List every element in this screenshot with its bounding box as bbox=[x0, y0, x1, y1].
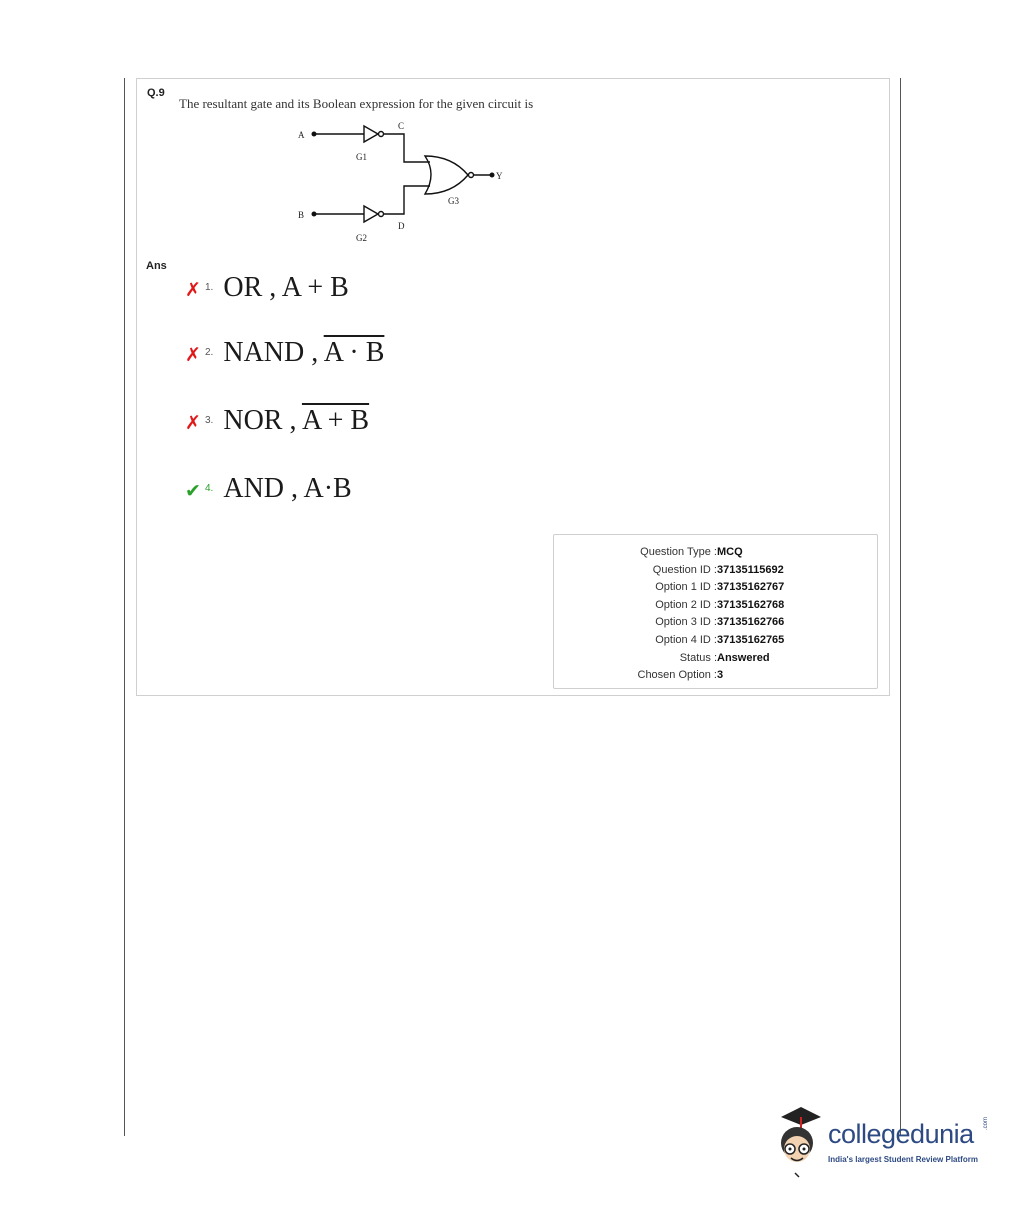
meta-value: 37135162766 bbox=[717, 616, 785, 629]
label-d: D bbox=[398, 221, 405, 231]
label-a: A bbox=[298, 130, 305, 140]
meta-value: 37135115692 bbox=[717, 563, 784, 576]
meta-row-question-type bbox=[554, 544, 877, 562]
left-margin-line bbox=[124, 78, 125, 1136]
option-gate-name: NOR , bbox=[223, 405, 297, 436]
option-text bbox=[223, 337, 384, 369]
option-gate-name: AND , bbox=[223, 473, 299, 504]
option-2 bbox=[185, 337, 384, 369]
meta-row-option-2-id bbox=[554, 597, 877, 615]
meta-row-question-id bbox=[554, 562, 877, 580]
option-1 bbox=[185, 272, 349, 304]
meta-label: Option 4 ID : bbox=[655, 633, 717, 646]
label-c: C bbox=[398, 121, 405, 131]
wire-d bbox=[384, 186, 431, 214]
question-number: Q.9 bbox=[147, 87, 165, 99]
logic-circuit-diagram bbox=[280, 118, 520, 248]
label-b: B bbox=[298, 210, 305, 220]
meta-value: Answered bbox=[717, 651, 770, 664]
meta-label: Status : bbox=[679, 651, 717, 664]
output-y-node bbox=[490, 173, 495, 178]
meta-value: 37135162767 bbox=[717, 581, 785, 594]
meta-label: Option 1 ID : bbox=[655, 581, 717, 594]
label-g3: G3 bbox=[448, 196, 459, 206]
option-expression: A·B bbox=[303, 473, 352, 504]
meta-row-option-4-id bbox=[554, 632, 877, 650]
meta-label: Option 3 ID : bbox=[655, 616, 717, 629]
option-3 bbox=[185, 405, 369, 437]
logo-dot-com: .com bbox=[983, 1116, 989, 1130]
answer-label: Ans bbox=[146, 260, 167, 272]
meta-label: Question ID : bbox=[652, 563, 717, 576]
meta-label: Question Type : bbox=[640, 546, 717, 558]
meta-row-status bbox=[554, 650, 877, 668]
right-margin-line bbox=[900, 78, 901, 1136]
nor-bubble-g3 bbox=[469, 173, 474, 178]
option-text bbox=[223, 272, 349, 304]
question-meta-box bbox=[553, 534, 878, 689]
meta-value: 37135162768 bbox=[717, 598, 785, 611]
logo-tagline: India's largest Student Review Platform bbox=[828, 1155, 978, 1164]
option-expression: A · B bbox=[323, 337, 385, 368]
option-4 bbox=[185, 473, 352, 505]
meta-row-option-3-id bbox=[554, 614, 877, 632]
label-y: Y bbox=[496, 171, 503, 181]
option-number: 3. bbox=[205, 415, 214, 426]
meta-value: 37135162765 bbox=[717, 633, 785, 646]
input-b-node bbox=[312, 212, 317, 217]
option-expression: A + B bbox=[281, 272, 349, 303]
meta-row-option-1-id bbox=[554, 579, 877, 597]
meta-label: Chosen Option : bbox=[637, 669, 717, 682]
not-gate-g1 bbox=[364, 126, 378, 142]
checkmark-icon: ✔ bbox=[185, 481, 201, 502]
option-text bbox=[223, 473, 351, 505]
input-a-node bbox=[312, 132, 317, 137]
option-gate-name: OR , bbox=[223, 272, 277, 303]
question-text: The resultant gate and its Boolean expression for the given circuit is bbox=[179, 96, 534, 111]
meta-row-chosen-option bbox=[554, 667, 877, 685]
meta-value: 3 bbox=[717, 669, 724, 682]
meta-label: Option 2 ID : bbox=[655, 598, 717, 611]
not-gate-g2 bbox=[364, 206, 378, 222]
meta-value: MCQ bbox=[717, 546, 743, 558]
wire-c bbox=[384, 134, 431, 162]
option-gate-name: NAND , bbox=[223, 337, 319, 368]
cross-icon: ✗ bbox=[185, 280, 201, 301]
nor-gate-g3 bbox=[425, 156, 468, 194]
cross-icon: ✗ bbox=[185, 413, 201, 434]
collegedunia-logo-text: collegedunia bbox=[828, 1119, 974, 1149]
option-expression: A + B bbox=[301, 405, 370, 436]
label-g1: G1 bbox=[356, 152, 367, 162]
cross-icon: ✗ bbox=[185, 345, 201, 366]
option-number: 4. bbox=[205, 483, 214, 494]
option-text bbox=[223, 405, 369, 437]
label-g2: G2 bbox=[356, 233, 367, 243]
option-number: 2. bbox=[205, 347, 214, 358]
option-number: 1. bbox=[205, 282, 214, 293]
